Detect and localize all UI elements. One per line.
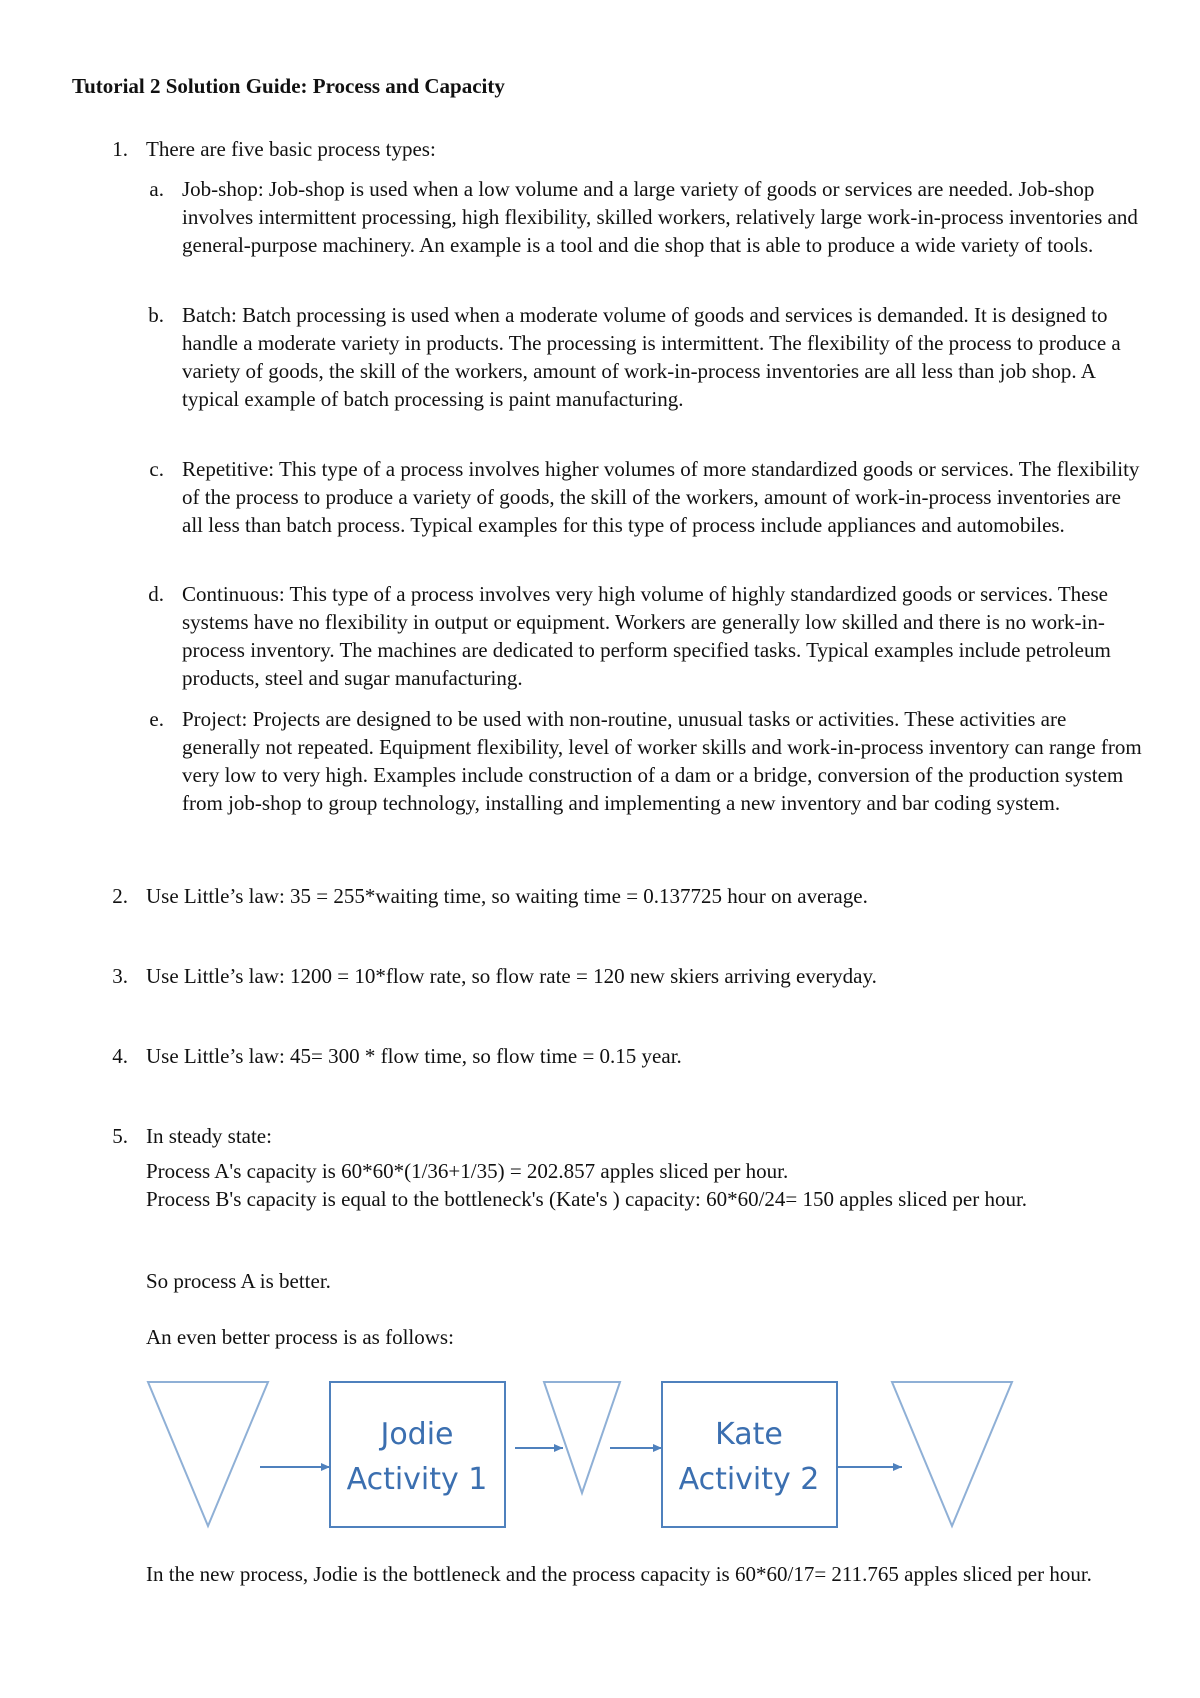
q4-number: 4. bbox=[112, 1044, 128, 1068]
activity-2-label: Activity 2 bbox=[678, 1462, 820, 1497]
q5-process-a: Process A's capacity is 60*60*(1/36+1/35) = 202.857 apples sliced per hour. bbox=[146, 1159, 789, 1183]
q1-item-letter: a. bbox=[149, 177, 164, 201]
q3-number: 3. bbox=[112, 964, 128, 988]
kate-label: Kate bbox=[715, 1417, 783, 1452]
q1-item-letter: e. bbox=[149, 707, 164, 731]
q5-conclusion: So process A is better. bbox=[146, 1269, 331, 1293]
jodie-label: Jodie bbox=[380, 1417, 454, 1452]
q1-item-text: Project: Projects are designed to be used with non-routine, unusual tasks or activities. These activities are generally not repeated. Equipment flexibility, level of worker skills and work-in-process inventory can range from very low to very high. Examples include construction of a dam or a bridge, conversion of the production system from job-shop to group technology, installing and implementing a new inventory and bar coding system. bbox=[182, 707, 1142, 815]
q1-item-letter: c. bbox=[149, 457, 164, 481]
page-title: Tutorial 2 Solution Guide: Process and Capacity bbox=[72, 74, 505, 98]
q5-process-b: Process B's capacity is equal to the bottleneck's (Kate's ) capacity: 60*60/24= 150 apples sliced per hour. bbox=[146, 1187, 1028, 1211]
q1-number: 1. bbox=[112, 137, 128, 161]
q1-item-text: Batch: Batch processing is used when a moderate volume of goods and services is demanded. It is designed to handle a moderate variety in products. The processing is intermittent. The flexibility of the process to produce a variety of goods, the skill of the workers, amount of work-in-process inventories are all less than job shop. A typical example of batch processing is paint manufacturing. bbox=[182, 303, 1121, 411]
q2-number: 2. bbox=[112, 884, 128, 908]
q5-final: In the new process, Jodie is the bottleneck and the process capacity is 60*60/17= 211.765 apples sliced per hour. bbox=[146, 1562, 1092, 1586]
q1-intro: There are five basic process types: bbox=[146, 137, 436, 161]
q3-text: Use Little’s law: 1200 = 10*flow rate, so flow rate = 120 new skiers arriving everyday. bbox=[146, 964, 877, 988]
jodie-activity-box bbox=[330, 1382, 505, 1527]
q5-number: 5. bbox=[112, 1124, 128, 1148]
q1-item-text: Job-shop: Job-shop is used when a low volume and a large variety of goods or services are needed. Job-shop involves intermittent processing, high flexibility, skilled workers, relatively large work-in-process inventories and general-purpose machinery. An example is a tool and die shop that is able to produce a wide variety of tools. bbox=[182, 177, 1138, 257]
inventory-triangle-end bbox=[892, 1382, 1012, 1526]
q1-item-text: Continuous: This type of a process involves very high volume of highly standardized goods or services. These systems have no flexibility in output or equipment. Workers are generally low skilled and there is no work-in-process inventory. The machines are dedicated to perform specified tasks. Typical examples include petroleum products, steel and sugar manufacturing. bbox=[182, 582, 1111, 690]
inventory-triangle-start bbox=[148, 1382, 268, 1526]
q5-intro: In steady state: bbox=[146, 1124, 272, 1148]
activity-1-label: Activity 1 bbox=[346, 1462, 488, 1497]
q1-item-letter: b. bbox=[148, 303, 164, 327]
process-flow-diagram bbox=[140, 1378, 1040, 1538]
kate-activity-box bbox=[662, 1382, 837, 1527]
q5-better-intro: An even better process is as follows: bbox=[146, 1325, 454, 1349]
q2-text: Use Little’s law: 35 = 255*waiting time, so waiting time = 0.137725 hour on average. bbox=[146, 884, 868, 908]
q1-item-letter: d. bbox=[148, 582, 164, 606]
inventory-triangle-middle bbox=[544, 1382, 620, 1493]
q4-text: Use Little’s law: 45= 300 * flow time, so flow time = 0.15 year. bbox=[146, 1044, 682, 1068]
q1-item-text: Repetitive: This type of a process involves higher volumes of more standardized goods or services. The flexibility of the process to produce a variety of goods, the skill of the workers, amount of work-in-process inventories are all less than batch process. Typical examples for this type of process include appliances and automobiles. bbox=[182, 457, 1140, 537]
